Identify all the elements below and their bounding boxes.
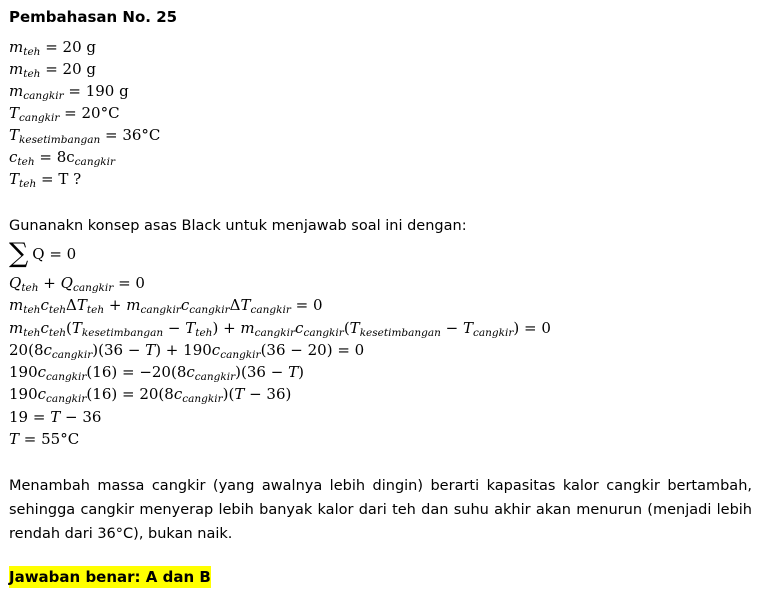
explanation-paragraph: Menambah massa cangkir (yang awalnya lebih dingin) berarti kapasitas kalor cangkir bertambah, sehingga cangkir menyerap lebih banyak kalor dari teh dan suhu akhir akan menurun (menjadi lebih rendah dari 36°C), bukan naik. [9,478,752,542]
given-list [9,36,160,190]
given-t-teh: $T_{teh} = T$ ? [9,170,82,190]
step-6: $190c_{cangkir}(16) = 20(8c_{cangkir})(T - 36)$ [9,385,292,406]
derivation-steps [9,272,551,450]
page-title: Pembahasan No. 25 [9,8,178,26]
given-m-cangkir: $m_{cangkir} = 190$ g [9,82,129,102]
step-5: $190c_{cangkir}(16) = -20(8c_{cangkir})(36 - T)$ [9,363,304,384]
step-2: $m_{teh}c_{teh}\Delta T_{teh} + m_{cangkir}c_{cangkir}\Delta T_{cangkir} = 0$ [9,296,323,317]
given-c-teh: $c_{teh} = 8c_{cangkir}$ [9,148,116,168]
sum-equation-rest: Q = 0 [32,245,77,263]
given-m-teh-1: $m_{teh} = 20$ g [9,38,96,58]
sum-equation [9,236,76,272]
given-t-cangkir: $T_{cangkir} = 20^\circ C$ [9,104,120,124]
step-4: $20(8c_{cangkir})(36 - T) + 190c_{cangkir}(36 - 20) = 0$ [9,340,365,361]
step-8: T = 55°C [9,430,80,449]
step-7: 19 = T − 36 [9,407,102,426]
step-1: $Q_{teh} + Q_{cangkir} = 0$ [9,274,145,294]
answer-highlight: Jawaban benar: A dan B [9,568,211,586]
intro-text: Gunanakn konsep asas Black untuk menjawab soal ini dengan: [9,218,467,234]
step-3: $m_{teh}c_{teh}(T_{kesetimbangan} - T_{teh}) + m_{cangkir}c_{cangkir}(T_{kesetimbangan} - T_{cangkir}) = 0$ [9,318,551,339]
sigma-symbol: ∑ [9,238,29,269]
given-m-teh-2: $m_{teh} = 20$ g [9,60,96,80]
given-t-kesetimbangan: $T_{kesetimbangan} = 36^\circ C$ [9,126,161,146]
